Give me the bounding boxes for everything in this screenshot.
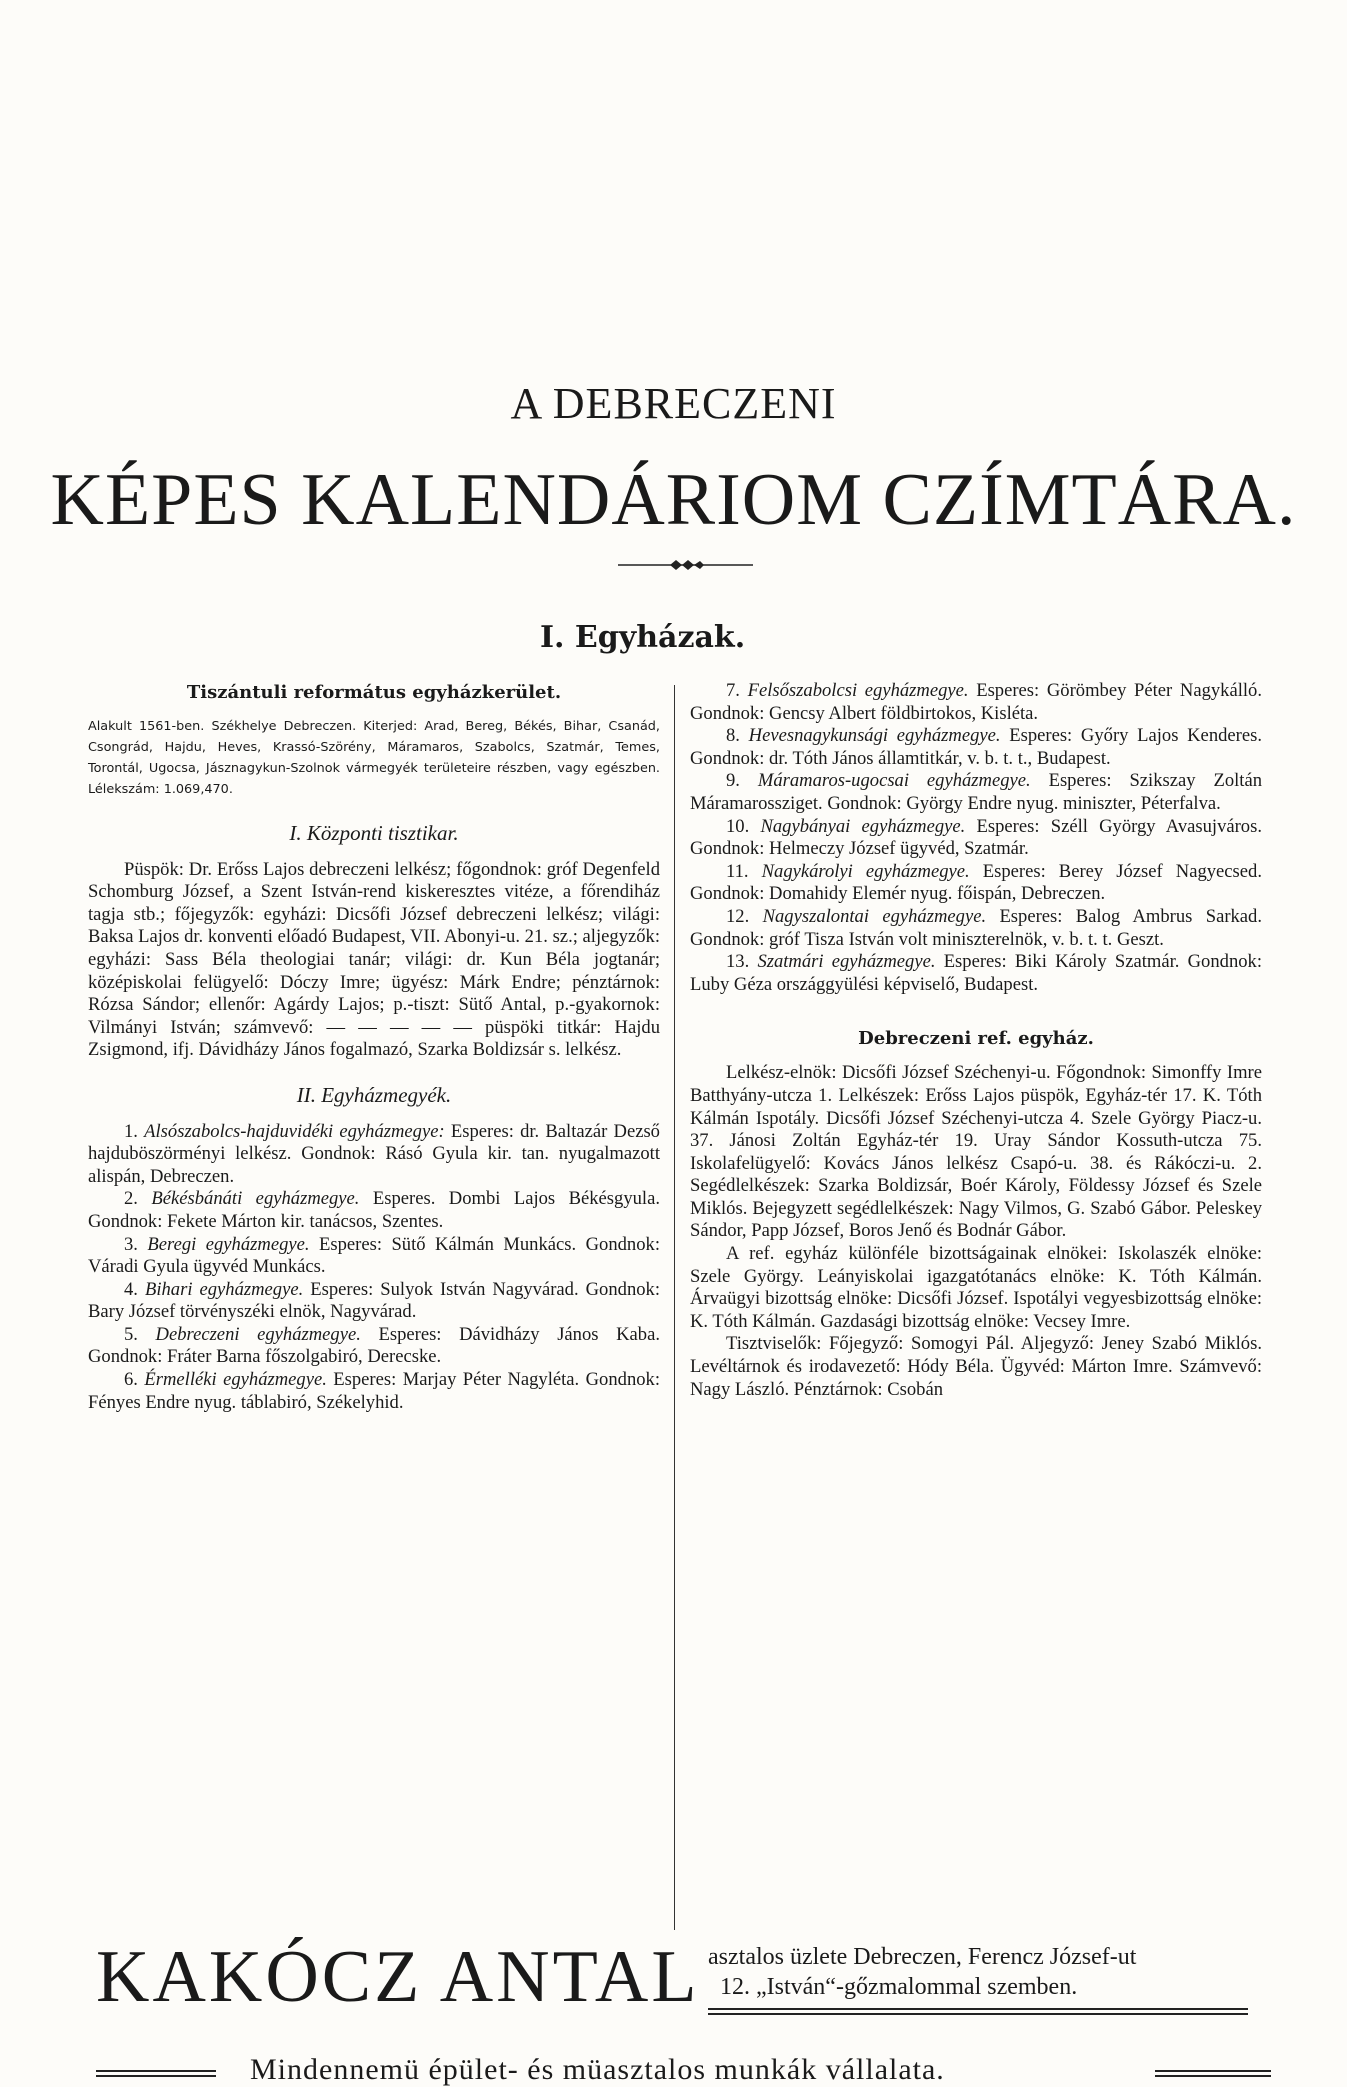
ornament-divider: [618, 558, 753, 572]
right-column: [690, 680, 1262, 1401]
diocese-entry: 10. Nagybányai egyházmegye. Esperes: Széll György Avasujváros. Gondnok: Helmeczy József ügyvéd, Szatmár.: [690, 815, 1262, 860]
diocese-entry: 12. Nagyszalontai egyházmegye. Esperes: Balog Ambrus Sarkad. Gondnok: gróf Tisza István volt miniszterelnök, v. b. t. t. Geszt.: [690, 905, 1263, 950]
central-heading: I. Központi tisztikar.: [289, 821, 459, 845]
advertiser-address: [708, 1942, 1272, 2015]
page-title: KÉPES KALENDÁRIOM CZÍMTÁRA.: [50, 459, 1297, 541]
diocese-entry: 6. Érmelléki egyházmegye. Esperes: Marjay Péter Nagyléta. Gondnok: Fényes Endre nyug. táblabiró, Székelyhid.: [88, 1369, 660, 1413]
church-heading: Debreczeni ref. egyház.: [858, 1028, 1094, 1050]
left-diocese-list: [88, 1121, 660, 1415]
ad-rule: [708, 2008, 1248, 2015]
diocese-entry: 4. Bihari egyházmegye. Esperes: Sulyok István Nagyvárad. Gondnok: Bary József törvényszéki elnök, Nagyvárad.: [88, 1278, 660, 1323]
right-diocese-list: [690, 680, 1262, 996]
ad-rule-left: [96, 2070, 216, 2077]
diocese-entry: 1. Alsószabolcs-hajduvidéki egyházmegye: Esperes: dr. Baltazár Dezső hajduböszörményi lelkész. Gondnok: Rásó Gyula kir. tan. nyugalmazott alispán, Debreczen.: [88, 1120, 660, 1187]
ad-rule-right: [1155, 2070, 1271, 2077]
column-divider: [674, 685, 675, 1930]
advertiser-tagline: Mindennemü épület- és müasztalos munkák vállalata.: [250, 2053, 945, 2086]
address-line-1: asztalos üzlete Debreczen, Ferencz József-ut: [708, 1944, 1137, 1970]
church-officials: Tisztviselők: Főjegyző: Somogyi Pál. Aljegyző: Jeney Szabó Miklós. Levéltárnok és irodavezető: Hódy Béla. Ügyvéd: Márton Imre. Számvevő: Nagy László. Pénztárnok: Csobán: [690, 1333, 1262, 1400]
diocese-entry: 3. Beregi egyházmegye. Esperes: Sütő Kálmán Munkács. Gondnok: Váradi Gyula ügyvéd Munkács.: [88, 1233, 660, 1278]
diocese-entry: 13. Szatmári egyházmegye. Esperes: Biki Károly Szatmár. Gondnok: Luby Géza országgyülési képviselő, Budapest.: [690, 951, 1262, 995]
district-heading: Tiszántuli református egyházkerület.: [186, 682, 562, 703]
diocese-entry: 5. Debreczeni egyházmegye. Esperes: Dávidházy János Kaba. Gondnok: Fráter Barna főszolgabiró, Derecske.: [88, 1323, 660, 1368]
church-committees: A ref. egyház különféle bizottságainak elnökei: Iskolaszék elnöke: Szele György. Leányiskolai igazgatótanács elnöke: K. Tóth Kálmán. Árvaügyi bizottság elnöke: Dicsőfi József. Ispotályi vegyesbizottság elnöke: K. Tóth Kálmán. Gazdasági bizottság elnöke: Vecsey Imre.: [690, 1243, 1262, 1332]
diocese-entry: 8. Hevesnagykunsági egyházmegye. Esperes: Győry Lajos Kenderes. Gondnok: dr. Tóth János államtitkár, v. b. t. t., Budapest.: [690, 725, 1262, 769]
address-line-2: 12. „István“-gőzmalommal szemben.: [720, 1974, 1078, 2000]
diocese-entry: 11. Nagykárolyi egyházmegye. Esperes: Berey József Nagyecsed. Gondnok: Domahidy Elemér nyug. főispán, Debreczen.: [690, 860, 1262, 905]
diocese-entry: 7. Felsőszabolcsi egyházmegye. Esperes: Görömbey Péter Nagykálló. Gondnok: Gencsy Albert földbirtokos, Kisléta.: [690, 680, 1263, 724]
page-kicker: A DEBRECZENI: [510, 379, 837, 428]
church-text: Lelkész-elnök: Dicsőfi József Széchenyi-u. Főgondnok: Simonffy Imre Batthyány-utcza 1. Lelkészek: Erőss Lajos püspök, Egyház-tér 17. K. Tóth Kálmán Ispotály. Dicsőfi József Széchenyi-utcza 4. Szele György Piacz-u. 37. Jánosi Zoltán Egyház-tér 19. Uray Sándor Kossuth-utcza 75. Iskolafelügyelő: Kovács János lelkész Csapó-u. 38. és Rákóczi-u. 2. Segédlelkészek: Szarka Boldizsár, Boér Károly, Földessy József és Szele Miklós. Bejegyzett segédlelkészek: Nagy Vilmos, G. Szabó Gábor. Peleskey Sándor, Papp József, Boros Jenő és Bodnár Gábor.: [690, 1062, 1262, 1242]
diocese-entry: 9. Máramaros-ugocsai egyházmegye. Esperes: Szikszay Zoltán Máramarossziget. Gondnok: György Endre nyug. miniszter, Péterfalva.: [690, 770, 1262, 814]
district-intro: Alakult 1561-ben. Székhelye Debreczen. Kiterjed: Arad, Bereg, Békés, Bihar, Csanád, Csongrád, Hajdu, Heves, Krassó-Szörény, Máramaros, Szabolcs, Szatmár, Temes, Torontál, Ugocsa, Jásznagykun-Szolnok vármegyék területeire részben, vagy egészben. Lélekszám: 1.069,470.: [88, 719, 660, 797]
diocese-entry: 2. Békésbánáti egyházmegye. Esperes. Dombi Lajos Békésgyula. Gondnok: Fekete Márton kir. tanácsos, Szentes.: [88, 1188, 660, 1232]
left-column: [88, 680, 660, 1414]
section-heading: I. Egyházak.: [540, 620, 746, 655]
advertiser-name: KAKÓCZ ANTAL: [96, 1936, 700, 2018]
central-text: Püspök: Dr. Erőss Lajos debreczeni lelkész; főgondnok: gróf Degenfeld Schomburg József, a Szent István-rend kiskeresztes vitéze, a főrendiház tagja stb.; főjegyzők: egyházi: Dicsőfi József debreczeni lelkész; világi: Baksa Lajos dr. konventi előadó Budapest, VII. Abonyi-u. 21. sz.; aljegyzők: egyházi: Sass Béla theologiai tanár; világi: dr. Kun Béla jogtanár; középiskolai felügyelő: Dóczy Imre; ügyész: Márk Endre; pénztárnok: Rózsa Sándor; ellenőr: Agárdy Lajos; p.-tiszt: Sütő Antal, p.-gyakornok: Vilmányi István; számvevő: — — — — — püspöki titkár: Hajdu Zsigmond, ifj. Dávidházy János fogalmazó, Szarka Boldizsár s. lelkész.: [88, 858, 660, 1061]
dioceses-heading: II. Egyházmegyék.: [296, 1082, 452, 1107]
